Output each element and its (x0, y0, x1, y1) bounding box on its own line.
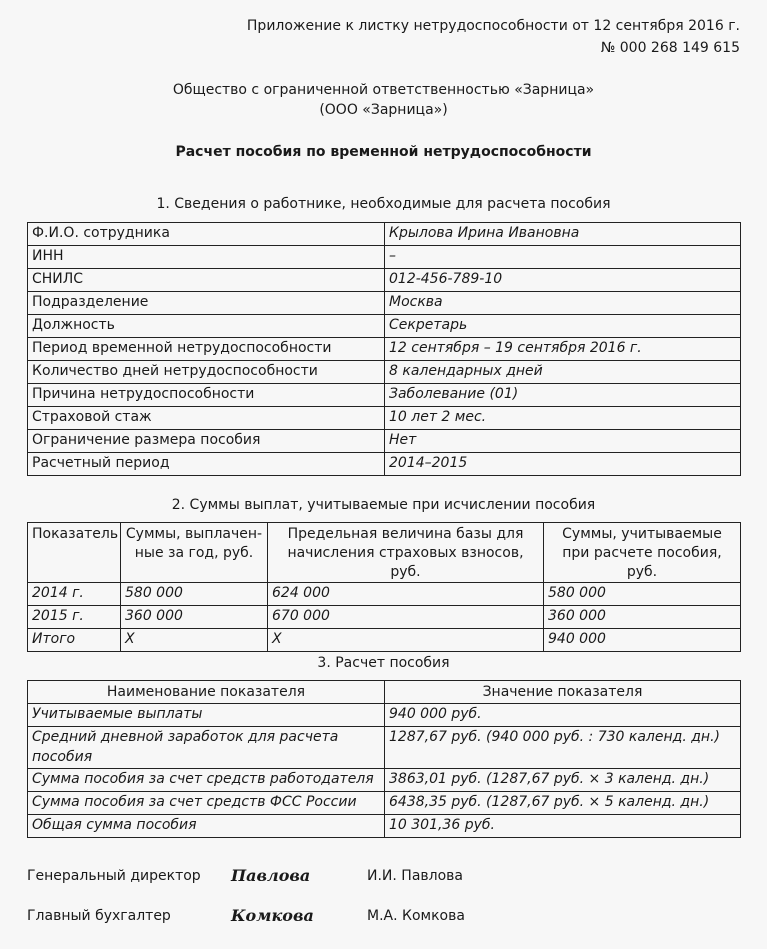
payments-header-limit: Предельная величина базы для начисления страховых взносов, руб. (268, 523, 544, 583)
employee-info-value: 10 лет 2 мес. (385, 407, 741, 430)
calc-value: 1287,67 руб. (940 000 руб. : 730 календ. дн.) (385, 727, 741, 769)
payments-row (28, 629, 741, 652)
employee-info-row (28, 223, 741, 246)
calc-label: Общая сумма пособия (28, 815, 385, 838)
payments-cell: 580 000 (121, 583, 268, 606)
employee-info-row (28, 430, 741, 453)
sick-leave-number: № 000 268 149 615 (600, 40, 740, 56)
payments-cell: 624 000 (268, 583, 544, 606)
section-2-title: 2. Суммы выплат, учитываемые при исчислении пособия (171, 497, 596, 513)
payments-cell: X (268, 629, 544, 652)
employee-info-value: Заболевание (01) (385, 384, 741, 407)
calc-label: Учитываемые выплаты (28, 704, 385, 727)
payments-header-indicator: Показатель (28, 523, 121, 583)
employee-info-row (28, 361, 741, 384)
employee-info-row (28, 338, 741, 361)
calc-value: 940 000 руб. (385, 704, 741, 727)
calc-row (28, 815, 741, 838)
employee-info-label: СНИЛС (28, 269, 385, 292)
employee-info-label: Причина нетрудоспособности (28, 384, 385, 407)
employee-info-label: Ограничение размера пособия (28, 430, 385, 453)
employee-info-label: Подразделение (28, 292, 385, 315)
calc-header-name: Наименование показателя (28, 681, 385, 704)
employee-info-value: 8 календарных дней (385, 361, 741, 384)
calc-row (28, 704, 741, 727)
employee-info-row (28, 292, 741, 315)
payments-cell: 580 000 (544, 583, 741, 606)
payments-cell: 2015 г. (28, 606, 121, 629)
signature-position: Генеральный директор (27, 868, 201, 884)
calc-row (28, 727, 741, 769)
payments-cell: 360 000 (544, 606, 741, 629)
employee-info-label: Ф.И.О. сотрудника (28, 223, 385, 246)
calc-row (28, 792, 741, 815)
employee-info-row (28, 246, 741, 269)
company-short-name: (ООО «Зарница») (319, 102, 448, 118)
employee-info-row (28, 453, 741, 476)
section-3-title: 3. Расчет пособия (317, 655, 450, 671)
employee-info-label: Страховой стаж (28, 407, 385, 430)
payments-cell: Итого (28, 629, 121, 652)
employee-info-row (28, 269, 741, 292)
employee-info-label: Период временной нетрудоспособности (28, 338, 385, 361)
payments-cell: X (121, 629, 268, 652)
employee-info-value: Нет (385, 430, 741, 453)
signature-position: Главный бухгалтер (27, 908, 171, 924)
employee-info-row (28, 315, 741, 338)
company-full-name: Общество с ограниченной ответственностью «Зарница» (172, 82, 595, 98)
calc-label: Средний дневной заработок для расчета пособия (28, 727, 385, 769)
employee-info-table (27, 222, 741, 476)
calc-value: 3863,01 руб. (1287,67 руб. × 3 календ. дн.) (385, 769, 741, 792)
calc-row (28, 769, 741, 792)
payments-cell: 670 000 (268, 606, 544, 629)
calc-header-value: Значение показателя (385, 681, 741, 704)
calc-label: Сумма пособия за счет средств работодателя (28, 769, 385, 792)
employee-info-label: ИНН (28, 246, 385, 269)
appendix-line: Приложение к листку нетрудоспособности от 12 сентября 2016 г. (246, 18, 740, 34)
section-1-title: 1. Сведения о работнике, необходимые для расчета пособия (156, 196, 611, 212)
calc-value: 10 301,36 руб. (385, 815, 741, 838)
handwritten-signature: Комкова (231, 906, 314, 925)
document-title: Расчет пособия по временной нетрудоспособности (175, 144, 592, 160)
calc-value: 6438,35 руб. (1287,67 руб. × 5 календ. дн.) (385, 792, 741, 815)
payments-header-paid: Суммы, выплачен-ные за год, руб. (121, 523, 268, 583)
payments-cell: 2014 г. (28, 583, 121, 606)
calc-label: Сумма пособия за счет средств ФСС России (28, 792, 385, 815)
signatory-name: М.А. Комкова (367, 908, 465, 924)
employee-info-value: Крылова Ирина Ивановна (385, 223, 741, 246)
handwritten-signature: Павлова (231, 866, 311, 885)
signatory-name: И.И. Павлова (367, 868, 463, 884)
employee-info-row (28, 384, 741, 407)
employee-info-value: – (385, 246, 741, 269)
payments-row (28, 606, 741, 629)
payments-cell: 360 000 (121, 606, 268, 629)
employee-info-value: 012-456-789-10 (385, 269, 741, 292)
employee-info-value: Секретарь (385, 315, 741, 338)
payments-header-counted: Суммы, учитываемые при расчете пособия, руб. (544, 523, 741, 583)
employee-info-value: 12 сентября – 19 сентября 2016 г. (385, 338, 741, 361)
employee-info-row (28, 407, 741, 430)
employee-info-value: 2014–2015 (385, 453, 741, 476)
employee-info-label: Должность (28, 315, 385, 338)
payments-cell: 940 000 (544, 629, 741, 652)
employee-info-label: Количество дней нетрудоспособности (28, 361, 385, 384)
employee-info-label: Расчетный период (28, 453, 385, 476)
payments-row (28, 583, 741, 606)
benefit-calc-table (27, 680, 741, 838)
employee-info-value: Москва (385, 292, 741, 315)
payments-table (27, 522, 741, 652)
